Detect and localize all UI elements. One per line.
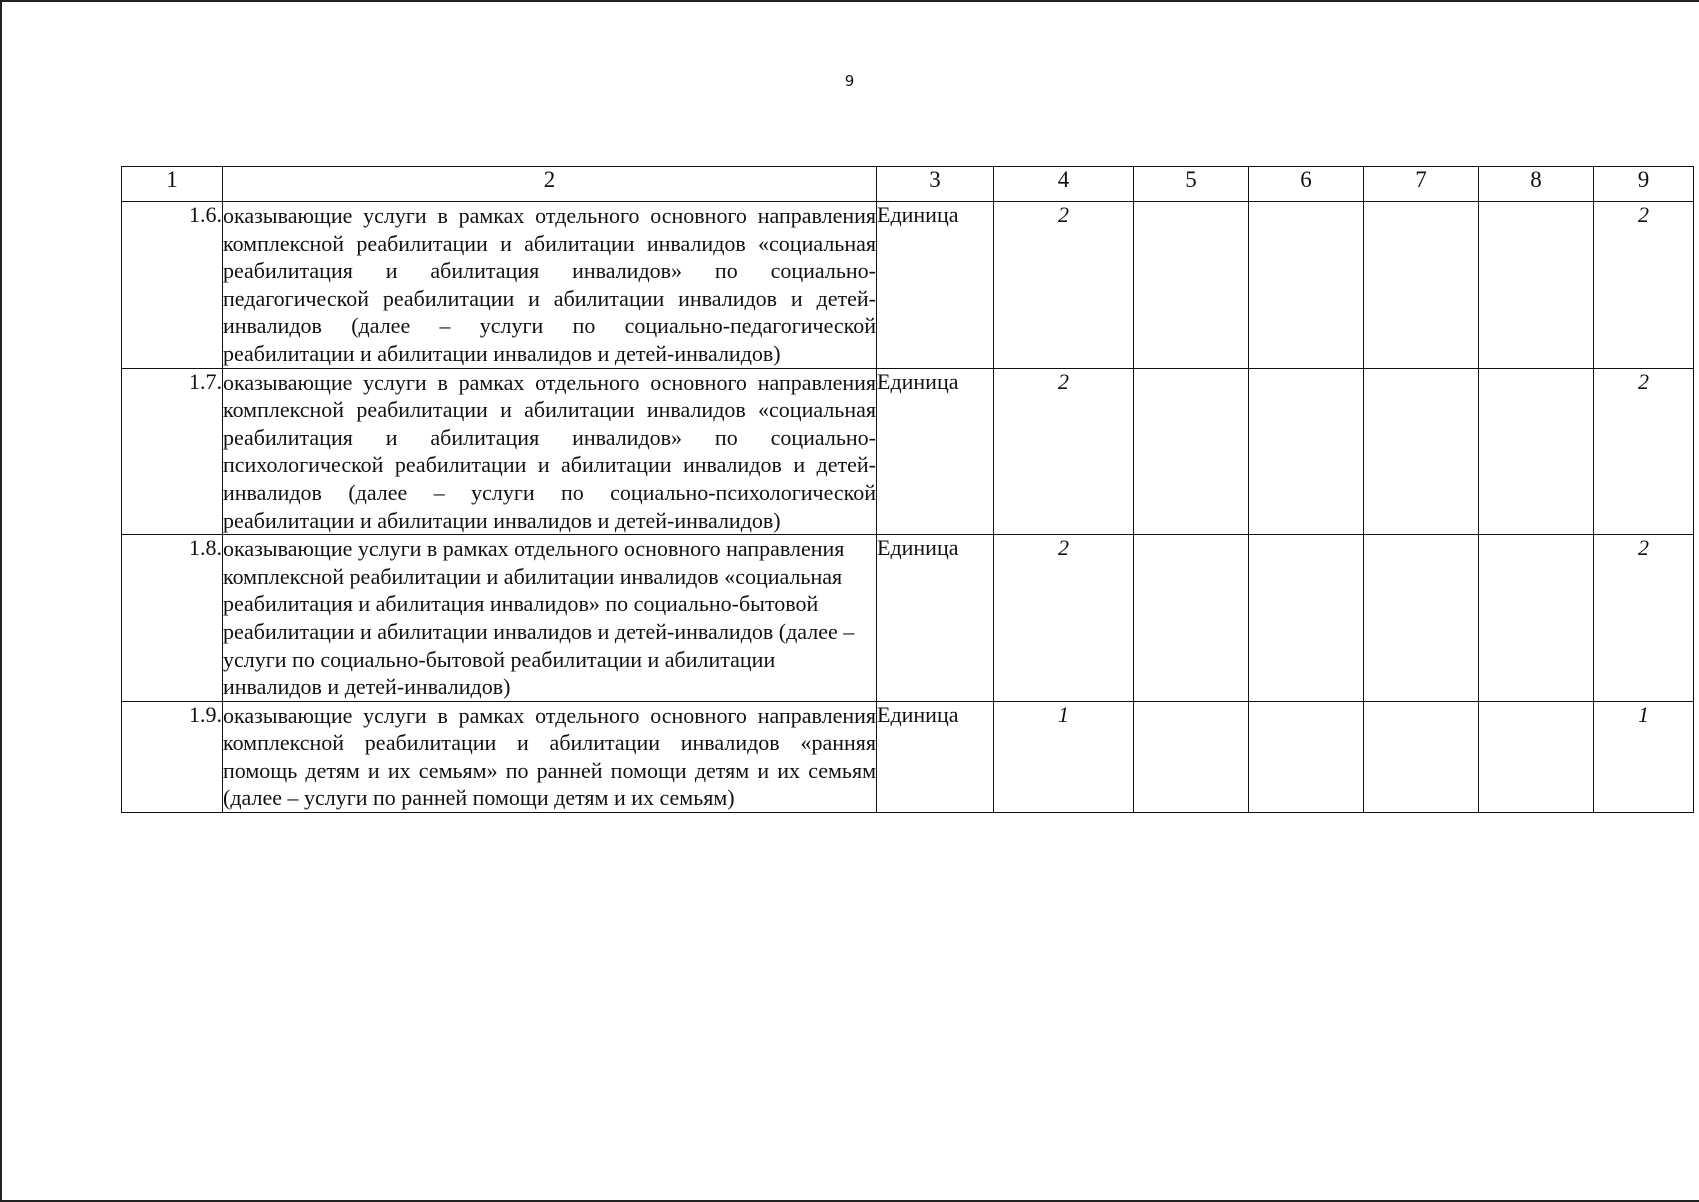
empty-cell: [1134, 202, 1249, 369]
row-number: 1.8.: [122, 535, 223, 702]
table-header-row: [122, 167, 1694, 202]
row-unit: Единица: [877, 202, 994, 369]
row-description: оказывающие услуги в рамках отдельного основного направления комплексной реабилитации и абилитации инвалидов «ранняя помощь детям и их семьям» по ранней помощи детям и их семьям (далее – услуги по ранней помощи детям и их семьям): [223, 701, 877, 812]
column-header: 8: [1479, 167, 1594, 202]
empty-cell: [1479, 368, 1594, 535]
row-value-col4: 2: [994, 368, 1134, 535]
column-header: 4: [994, 167, 1134, 202]
column-header: 6: [1249, 167, 1364, 202]
empty-cell: [1134, 701, 1249, 812]
row-unit: Единица: [877, 701, 994, 812]
row-unit: Единица: [877, 535, 994, 702]
empty-cell: [1479, 535, 1594, 702]
column-header: 3: [877, 167, 994, 202]
empty-cell: [1479, 701, 1594, 812]
empty-cell: [1249, 368, 1364, 535]
row-value-col4: 2: [994, 535, 1134, 702]
empty-cell: [1249, 701, 1364, 812]
empty-cell: [1249, 202, 1364, 369]
empty-cell: [1364, 202, 1479, 369]
table-row: [122, 368, 1694, 535]
empty-cell: [1479, 202, 1594, 369]
table-row: [122, 701, 1694, 812]
column-header: 9: [1594, 167, 1694, 202]
table-row: [122, 202, 1694, 369]
row-value-col4: 2: [994, 202, 1134, 369]
row-number: 1.9.: [122, 701, 223, 812]
row-description: оказывающие услуги в рамках отдельного основного направления комплексной реабилитации и абилитации инвалидов «социальная реабилитация и абилитация инвалидов» по социально-психологической реабилитации и абилитации инвалидов и детей-инвалидов (далее – услуги по социально-психологической реабилитации и абилитации инвалидов и детей-инвалидов): [223, 368, 877, 535]
empty-cell: [1364, 701, 1479, 812]
column-header: 7: [1364, 167, 1479, 202]
empty-cell: [1249, 535, 1364, 702]
empty-cell: [1134, 535, 1249, 702]
row-number: 1.7.: [122, 368, 223, 535]
column-header: 5: [1134, 167, 1249, 202]
empty-cell: [1364, 368, 1479, 535]
report-table: [121, 166, 1694, 813]
row-value-col9: 1: [1594, 701, 1694, 812]
row-value-col9: 2: [1594, 368, 1694, 535]
row-value-col4: 1: [994, 701, 1134, 812]
page-number: 9: [844, 72, 855, 90]
row-description: оказывающие услуги в рамках отдельного основного направления комплексной реабилитации и абилитации инвалидов «социальная реабилитация и абилитация инвалидов» по социально-педагогической реабилитации и абилитации инвалидов и детей-инвалидов (далее – услуги по социально-педагогической реабилитации и абилитации инвалидов и детей-инвалидов): [223, 202, 877, 369]
row-unit: Единица: [877, 368, 994, 535]
row-value-col9: 2: [1594, 535, 1694, 702]
column-header: 2: [223, 167, 877, 202]
empty-cell: [1364, 535, 1479, 702]
row-value-col9: 2: [1594, 202, 1694, 369]
column-header: 1: [122, 167, 223, 202]
row-description: оказывающие услуги в рамках отдельного основного направления комплексной реабилитации и абилитации инвалидов «социальная реабилитация и абилитация инвалидов» по социально-бытовой реабилитации и абилитации инвалидов и детей-инвалидов (далее – услуги по социально-бытовой реабилитации и абилитации инвалидов и детей-инвалидов): [223, 535, 877, 702]
empty-cell: [1134, 368, 1249, 535]
table-row: [122, 535, 1694, 702]
row-number: 1.6.: [122, 202, 223, 369]
